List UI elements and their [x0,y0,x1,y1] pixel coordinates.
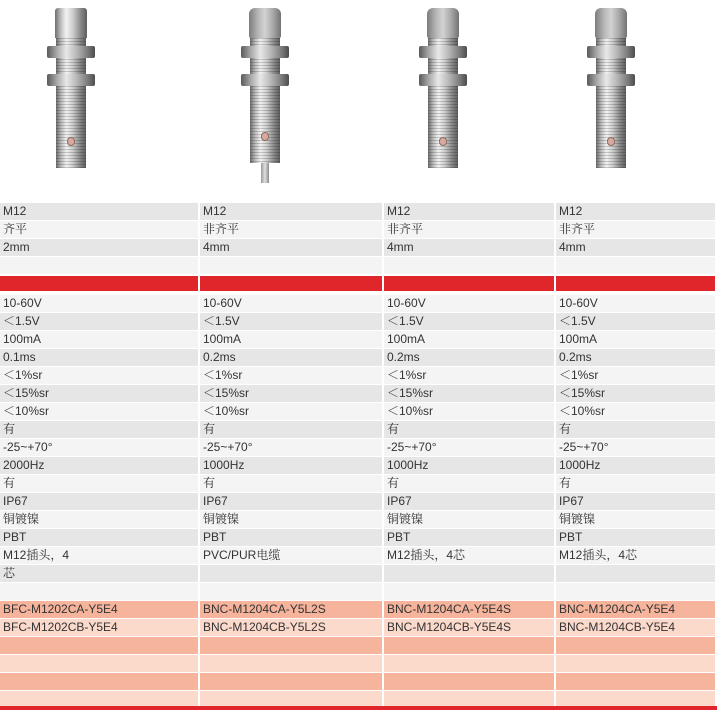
sensor-cap [595,8,627,38]
sensor-photo-1 [43,8,99,193]
spec-cell [384,691,554,706]
spec-cell: 非齐平 [200,221,382,238]
spec-cell [384,257,554,274]
section-divider [0,276,717,291]
sensor-cap [249,8,281,38]
spec-cell: 10-60V [556,295,715,312]
spec-cell [0,637,198,654]
spec-cell: BFC-M1202CA-Y5E4 [0,601,198,618]
spec-cell [0,276,198,291]
spec-cell: IP67 [556,493,715,510]
spec-cell: PBT [0,529,198,546]
spec-cell: 铜镀镍 [384,511,554,528]
spec-row-mounting [0,221,717,238]
spec-cell [200,673,382,690]
spec-cell: 2mm [0,239,198,256]
spec-cell: IP67 [0,493,198,510]
spec-cell [200,691,382,706]
sensor-cap [427,8,459,38]
spec-cell: BNC-M1204CA-Y5L2S [200,601,382,618]
spec-cell: ＜1%sr [200,367,382,384]
spec-cell: ＜1.5V [200,313,382,330]
spec-cell: PBT [200,529,382,546]
spec-row-indicator [0,475,717,492]
spec-row-hysteresis [0,385,717,402]
spec-row-model-a [0,601,717,618]
spec-cell [556,565,715,582]
sensor-cap [55,8,87,38]
spec-cell: 1000Hz [200,457,382,474]
spec-row-model-b [0,619,717,636]
bottom-red-rule [0,706,717,710]
spec-cell [200,276,382,291]
spec-cell [556,691,715,706]
spec-cell: ＜1.5V [384,313,554,330]
sensor-nut [419,74,467,86]
spec-cell: ＜1%sr [0,367,198,384]
spec-cell: ＜10%sr [556,403,715,420]
spec-cell: 有 [384,421,554,438]
sensor-led-icon [440,138,446,145]
sensor-led-icon [68,138,74,145]
spec-row-frequency [0,457,717,474]
spec-row-empty [0,257,717,274]
spec-cell: 0.1ms [0,349,198,366]
spec-cell: M12插头，4 [0,547,198,564]
spec-row-face [0,529,717,546]
spec-cell: 100mA [200,331,382,348]
spec-cell: BNC-M1204CB-Y5L2S [200,619,382,636]
spec-cell [556,655,715,672]
spec-cell [200,655,382,672]
sensor-nut [241,74,289,86]
spec-cell [384,583,554,600]
spec-cell [384,655,554,672]
spec-cell [384,565,554,582]
spec-cell: 有 [200,475,382,492]
spec-row-empty [0,655,717,672]
spec-cell: M12插头，4芯 [384,547,554,564]
spec-cell [556,276,715,291]
spec-cell [0,655,198,672]
spec-row-repeat [0,367,717,384]
spec-cell: PBT [384,529,554,546]
spec-row-current [0,331,717,348]
spec-cell: PBT [556,529,715,546]
spec-row-temp-drift [0,403,717,420]
spec-cell [556,257,715,274]
spec-cell: -25~+70° [200,439,382,456]
product-photos [0,0,717,200]
spec-row-voltage [0,295,717,312]
spec-row-empty [0,583,717,600]
spec-cell: 2000Hz [0,457,198,474]
spec-cell: BFC-M1202CB-Y5E4 [0,619,198,636]
spec-row-empty [0,673,717,690]
sensor-nut [47,74,95,86]
spec-cell: 0.2ms [384,349,554,366]
spec-row-protection [0,421,717,438]
spec-cell: ＜1.5V [556,313,715,330]
spec-cell: ＜1%sr [384,367,554,384]
spec-cell: ＜15%sr [200,385,382,402]
spec-cell: ＜15%sr [0,385,198,402]
spec-cell: 1000Hz [556,457,715,474]
spec-row-temperature [0,439,717,456]
spec-cell: PVC/PUR电缆 [200,547,382,564]
spec-cell: 1000Hz [384,457,554,474]
spec-cell: BNC-M1204CA-Y5E4 [556,601,715,618]
spec-cell [384,637,554,654]
spec-row-response [0,349,717,366]
spec-cell: 100mA [556,331,715,348]
spec-cell [384,276,554,291]
spec-cell [556,637,715,654]
spec-cell: 铜镀镍 [556,511,715,528]
spec-row-empty [0,691,717,706]
spec-row-housing [0,511,717,528]
spec-row-voltage-drop [0,313,717,330]
spec-cell: 铜镀镍 [200,511,382,528]
spec-cell [556,583,715,600]
spec-row-distance [0,239,717,256]
spec-cell: IP67 [200,493,382,510]
spec-cell: BNC-M1204CB-Y5E4S [384,619,554,636]
sensor-led-icon [262,133,268,140]
spec-cell: 非齐平 [384,221,554,238]
spec-cell: 4mm [384,239,554,256]
spec-cell: -25~+70° [0,439,198,456]
spec-cell [0,673,198,690]
spec-cell: 有 [0,475,198,492]
spec-cell [0,583,198,600]
spec-cell: M12 [556,203,715,220]
spec-cell: 齐平 [0,221,198,238]
spec-cell: BNC-M1204CA-Y5E4S [384,601,554,618]
spec-row-connection [0,547,717,564]
spec-cell: ＜10%sr [384,403,554,420]
spec-row-ip [0,493,717,510]
sensor-nut [47,46,95,58]
sensor-nut [419,46,467,58]
spec-cell: 有 [0,421,198,438]
spec-cell: 芯 [0,565,198,582]
spec-cell [200,583,382,600]
spec-cell: 4mm [200,239,382,256]
spec-cell [200,637,382,654]
spec-cell: 非齐平 [556,221,715,238]
spec-cell: M12 [384,203,554,220]
spec-row-empty [0,637,717,654]
sensor-photo-4 [583,8,639,193]
spec-cell: 有 [200,421,382,438]
spec-cell [200,565,382,582]
spec-cell: 有 [556,421,715,438]
spec-cell: 10-60V [384,295,554,312]
sensor-led-icon [608,138,614,145]
spec-cell: M12插头，4芯 [556,547,715,564]
spec-cell: 100mA [0,331,198,348]
spec-cell [556,673,715,690]
spec-row-connection-cont [0,565,717,582]
spec-cell: M12 [0,203,198,220]
spec-cell: -25~+70° [384,439,554,456]
spec-cell [384,673,554,690]
spec-cell: ＜1.5V [0,313,198,330]
spec-cell: ＜10%sr [0,403,198,420]
spec-cell [200,257,382,274]
spec-cell: 0.2ms [556,349,715,366]
spec-cell: 100mA [384,331,554,348]
spec-cell: BNC-M1204CB-Y5E4 [556,619,715,636]
spec-cell: 铜镀镍 [0,511,198,528]
sensor-nut [241,46,289,58]
sensor-nut [587,74,635,86]
spec-cell: ＜10%sr [200,403,382,420]
spec-cell: M12 [200,203,382,220]
sensor-nut [587,46,635,58]
sensor-cable [261,163,269,183]
spec-cell: 10-60V [0,295,198,312]
spec-cell: 有 [556,475,715,492]
spec-cell: 4mm [556,239,715,256]
spec-cell: 有 [384,475,554,492]
spec-cell: ＜15%sr [556,385,715,402]
spec-cell: 10-60V [200,295,382,312]
spec-cell: IP67 [384,493,554,510]
spec-cell [0,257,198,274]
spec-row-thread [0,203,717,220]
sensor-photo-2 [237,8,293,193]
spec-cell: -25~+70° [556,439,715,456]
spec-cell [0,691,198,706]
spec-cell: ＜15%sr [384,385,554,402]
spec-cell: 0.2ms [200,349,382,366]
sensor-photo-3 [415,8,471,193]
spec-cell: ＜1%sr [556,367,715,384]
